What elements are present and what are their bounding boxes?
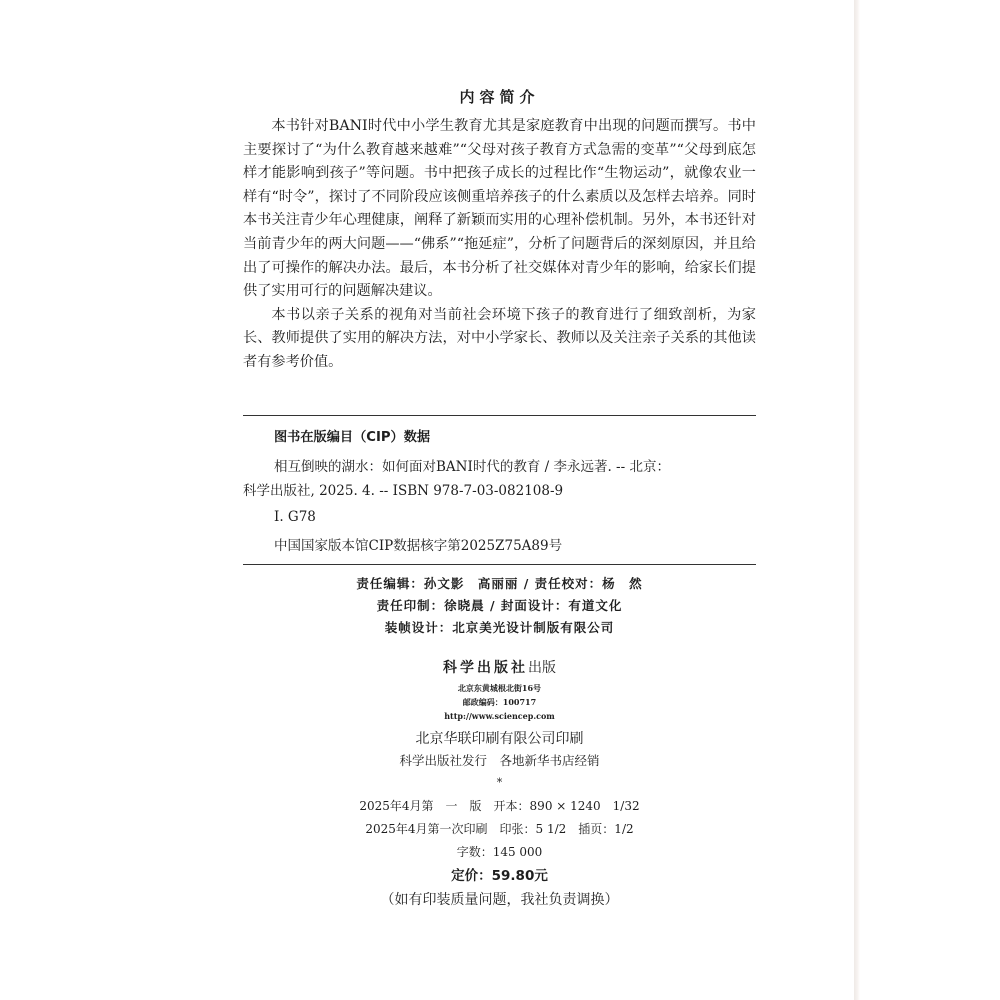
staff-binding: 装帧设计：北京美光设计制版有限公司 [384, 619, 615, 635]
divider-bottom [243, 564, 756, 565]
cip-record: 中国国家版本馆CIP数据核字第2025Z75A89号 [274, 537, 563, 554]
intro-paragraph-1: 本书针对BANI时代中小学生教育尤其是家庭教育中出现的问题而撰写。书中主要探讨了“为什么教育越来越难”“父母对孩子教育方式急需的变革”“父母到底怎样才能影响到孩子”等问题。书中把孩子成长的过程比作“生物运动”，就像农业一样有“时令”，探讨了不同阶段应该侧重培养孩子的什么素质以及怎样去培养。同时本书关注青少年心理健康，阐释了新颖而实用的心理补偿机制。另外，本书还针对当前青少年的两大问题——“佛系”“拖延症”，分析了问题背后的深刻原因，并且给出了可操作的解决办法。最后，本书分析了社交媒体对青少年的影响，给家长们提供了实用可行的问题解决建议。 [243, 118, 756, 300]
cip-classification: Ⅰ. G78 [274, 508, 316, 525]
publisher-suffix: 出版 [528, 659, 556, 676]
page-margin [854, 0, 1000, 1000]
word-count: 字数：145 000 [456, 844, 543, 859]
publisher-address: 北京东黄城根北街16号 [457, 682, 542, 693]
cip-heading: 图书在版编目（CIP）数据 [274, 429, 431, 445]
cip-line-1: 相互倒映的湖水：如何面对BANI时代的教育 / 李永远著. -- 北京： [274, 458, 670, 475]
impression-info: 2025年4月第一次印刷 印张：5 1/2 插页：1/2 [365, 821, 634, 836]
cip-line-2: 科学出版社, 2025. 4. -- ISBN 978-7-03-082108-9 [243, 482, 564, 499]
staff-block [243, 573, 756, 639]
intro-paragraph-2: 本书以亲子关系的视角对当前社会环境下孩子的教育进行了细致剖析，为家长、教师提供了实用的解决方法，对中小学家长、教师以及关注亲子关系的其他读者有参考价值。 [243, 306, 756, 370]
staff-printing: 责任印制：徐晓晨 / 封面设计：有道文化 [376, 597, 623, 613]
publisher-logo-text: 科学出版社 [443, 659, 528, 676]
publisher-postcode: 邮政编码：100717 [462, 696, 537, 707]
separator-star: * [496, 775, 503, 789]
printer-name: 北京华联印刷有限公司印刷 [415, 730, 584, 747]
publisher-name [243, 657, 756, 677]
divider-top [243, 415, 756, 416]
quality-note: （如有印装质量问题，我社负责调换） [380, 891, 619, 908]
publisher-block [243, 657, 756, 912]
distribution: 科学出版社发行 各地新华书店经销 [399, 752, 600, 768]
price: 定价：59.80元 [451, 867, 548, 884]
intro-title: 内容简介 [459, 88, 540, 106]
staff-editors: 责任编辑：孙文影 高丽丽 / 责任校对：杨 然 [356, 575, 643, 591]
publisher-url: http://www.sciencep.com [444, 710, 555, 721]
edition-info: 2025年4月第 一 版 开本：890 × 1240 1/32 [359, 798, 640, 813]
page-edge-shadow [854, 0, 860, 1000]
copyright-page [243, 82, 756, 912]
